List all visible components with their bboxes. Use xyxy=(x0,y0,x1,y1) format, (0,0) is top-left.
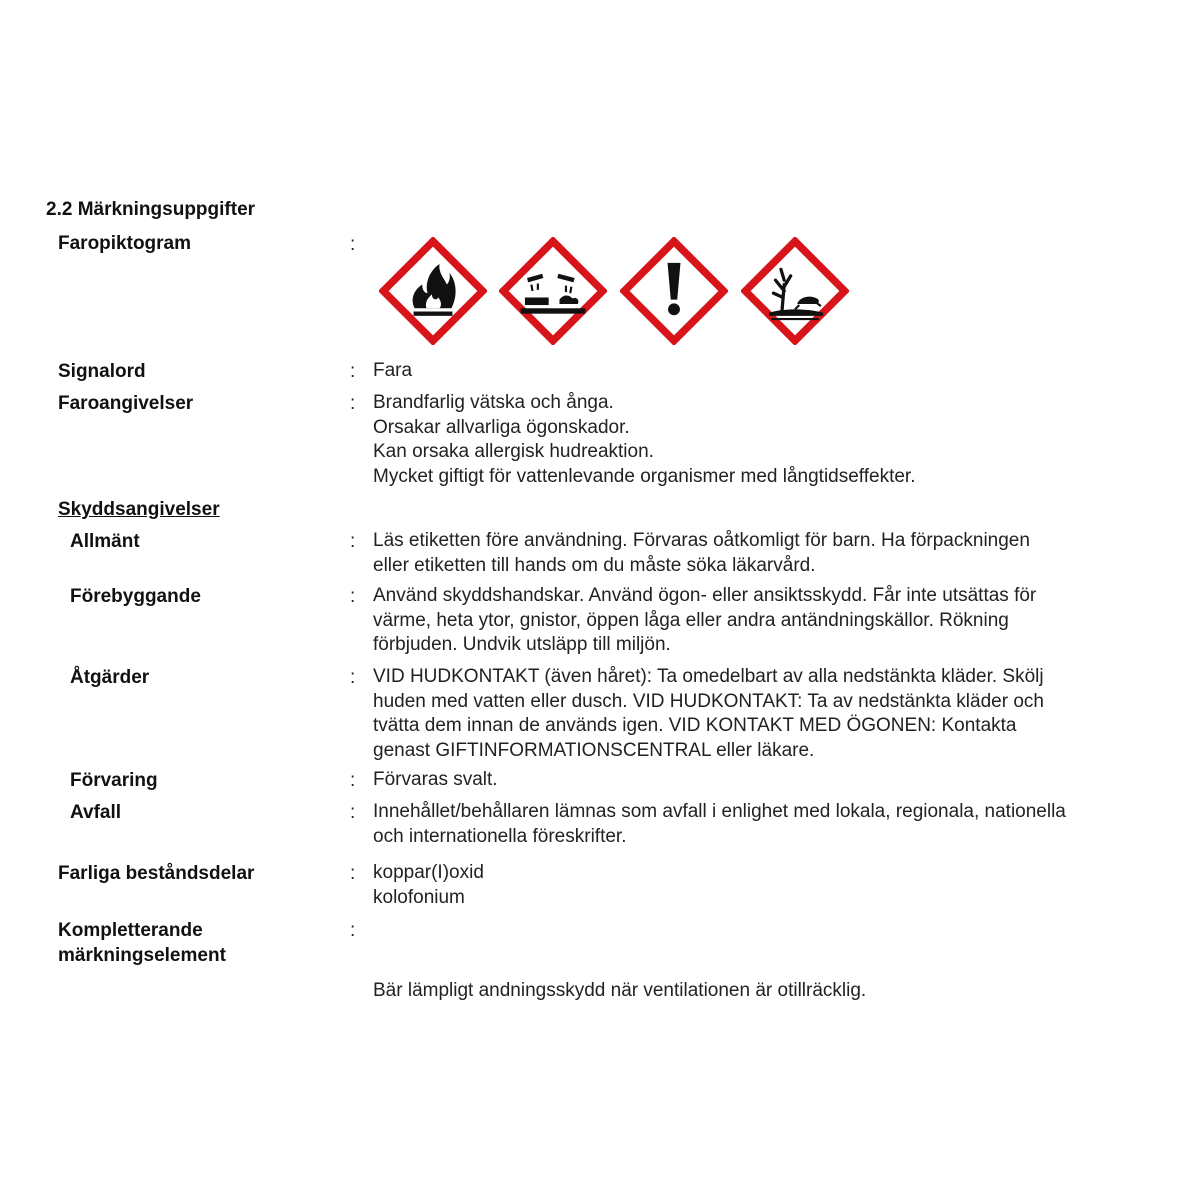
hazardous-components-text xyxy=(373,861,1163,910)
component-line: kolofonium xyxy=(373,886,465,908)
supplementary-text: Bär lämpligt andningsskydd när ventilationen är otillräcklig. xyxy=(373,980,867,1001)
colon: : xyxy=(350,393,356,414)
response-line: genast GIFTINFORMATIONSCENTRAL eller läkare. xyxy=(373,739,815,761)
colon: : xyxy=(350,531,356,552)
colon: : xyxy=(350,234,356,255)
hazard-statements-label: Faroangivelser xyxy=(58,393,194,414)
section-heading: 2.2 Märkningsuppgifter xyxy=(46,199,256,220)
storage-text xyxy=(373,768,1163,793)
prevention-label: Förebyggande xyxy=(70,586,201,607)
flammable-icon xyxy=(379,237,487,345)
colon: : xyxy=(350,920,356,941)
colon: : xyxy=(350,361,356,382)
response-line: tvätta dem innan de används igen. VID KONTAKT MED ÖGONEN: Kontakta xyxy=(373,715,1017,736)
colon: : xyxy=(350,802,356,823)
precautionary-heading: Skyddsangivelser xyxy=(58,499,220,520)
colon: : xyxy=(350,863,356,884)
signal-word-value: Fara xyxy=(373,360,413,381)
supplementary-label-line: märkningselement xyxy=(58,945,226,966)
hazard-statement: Brandfarlig vätska och ånga. xyxy=(373,392,614,413)
colon: : xyxy=(350,770,356,791)
corrosive-icon xyxy=(499,237,607,345)
hazard-statements-text xyxy=(373,391,1163,489)
disposal-line: och internationella föreskrifter. xyxy=(373,825,627,847)
hazardous-components-label: Farliga beståndsdelar xyxy=(58,863,255,884)
prevention-text xyxy=(373,584,1163,658)
component-line: koppar(I)oxid xyxy=(373,862,484,883)
signal-word-label: Signalord xyxy=(58,361,146,382)
response-line: huden med vatten eller dusch. VID HUDKONTAKT: Ta av nedstänkta kläder och xyxy=(373,690,1044,712)
supplementary-label-line: Kompletterande xyxy=(58,920,203,941)
hazard-statement: Mycket giftigt för vattenlevande organismer med långtidseffekter. xyxy=(373,465,916,487)
hazard-statement: Kan orsaka allergisk hudreaktion. xyxy=(373,441,654,462)
colon: : xyxy=(350,586,356,607)
general-line: Läs etiketten före användning. Förvaras oåtkomligt för barn. Ha förpackningen xyxy=(373,530,1030,551)
response-line: VID HUDKONTAKT (även håret): Ta omedelbart av alla nedstänkta kläder. Skölj xyxy=(373,666,1044,687)
response-label: Åtgärder xyxy=(70,667,150,688)
prevention-line: värme, heta ytor, gnistor, öppen låga eller andra antändningskällor. Rökning xyxy=(373,609,1009,631)
prevention-line: Använd skyddshandskar. Använd ögon- eller ansiktsskydd. Får inte utsättas för xyxy=(373,585,1037,606)
environment-icon xyxy=(741,237,849,345)
prevention-line: förbjuden. Undvik utsläpp till miljön. xyxy=(373,634,671,655)
general-text xyxy=(373,529,1163,578)
general-line: eller etiketten till hands om du måste söka läkarvård. xyxy=(373,554,816,576)
general-label: Allmänt xyxy=(70,531,140,552)
disposal-line: Innehållet/behållaren lämnas som avfall i enlighet med lokala, regionala, nationella xyxy=(373,801,1066,822)
pictograms-label: Faropiktogram xyxy=(58,233,192,254)
disposal-text xyxy=(373,800,1163,849)
supplementary-label xyxy=(58,918,226,968)
colon: : xyxy=(350,667,356,688)
storage-line: Förvaras svalt. xyxy=(373,769,498,790)
response-text xyxy=(373,665,1163,763)
exclamation-icon xyxy=(620,237,728,345)
storage-label: Förvaring xyxy=(70,770,158,791)
disposal-label: Avfall xyxy=(70,802,122,823)
hazard-statement: Orsakar allvarliga ögonskador. xyxy=(373,416,630,438)
